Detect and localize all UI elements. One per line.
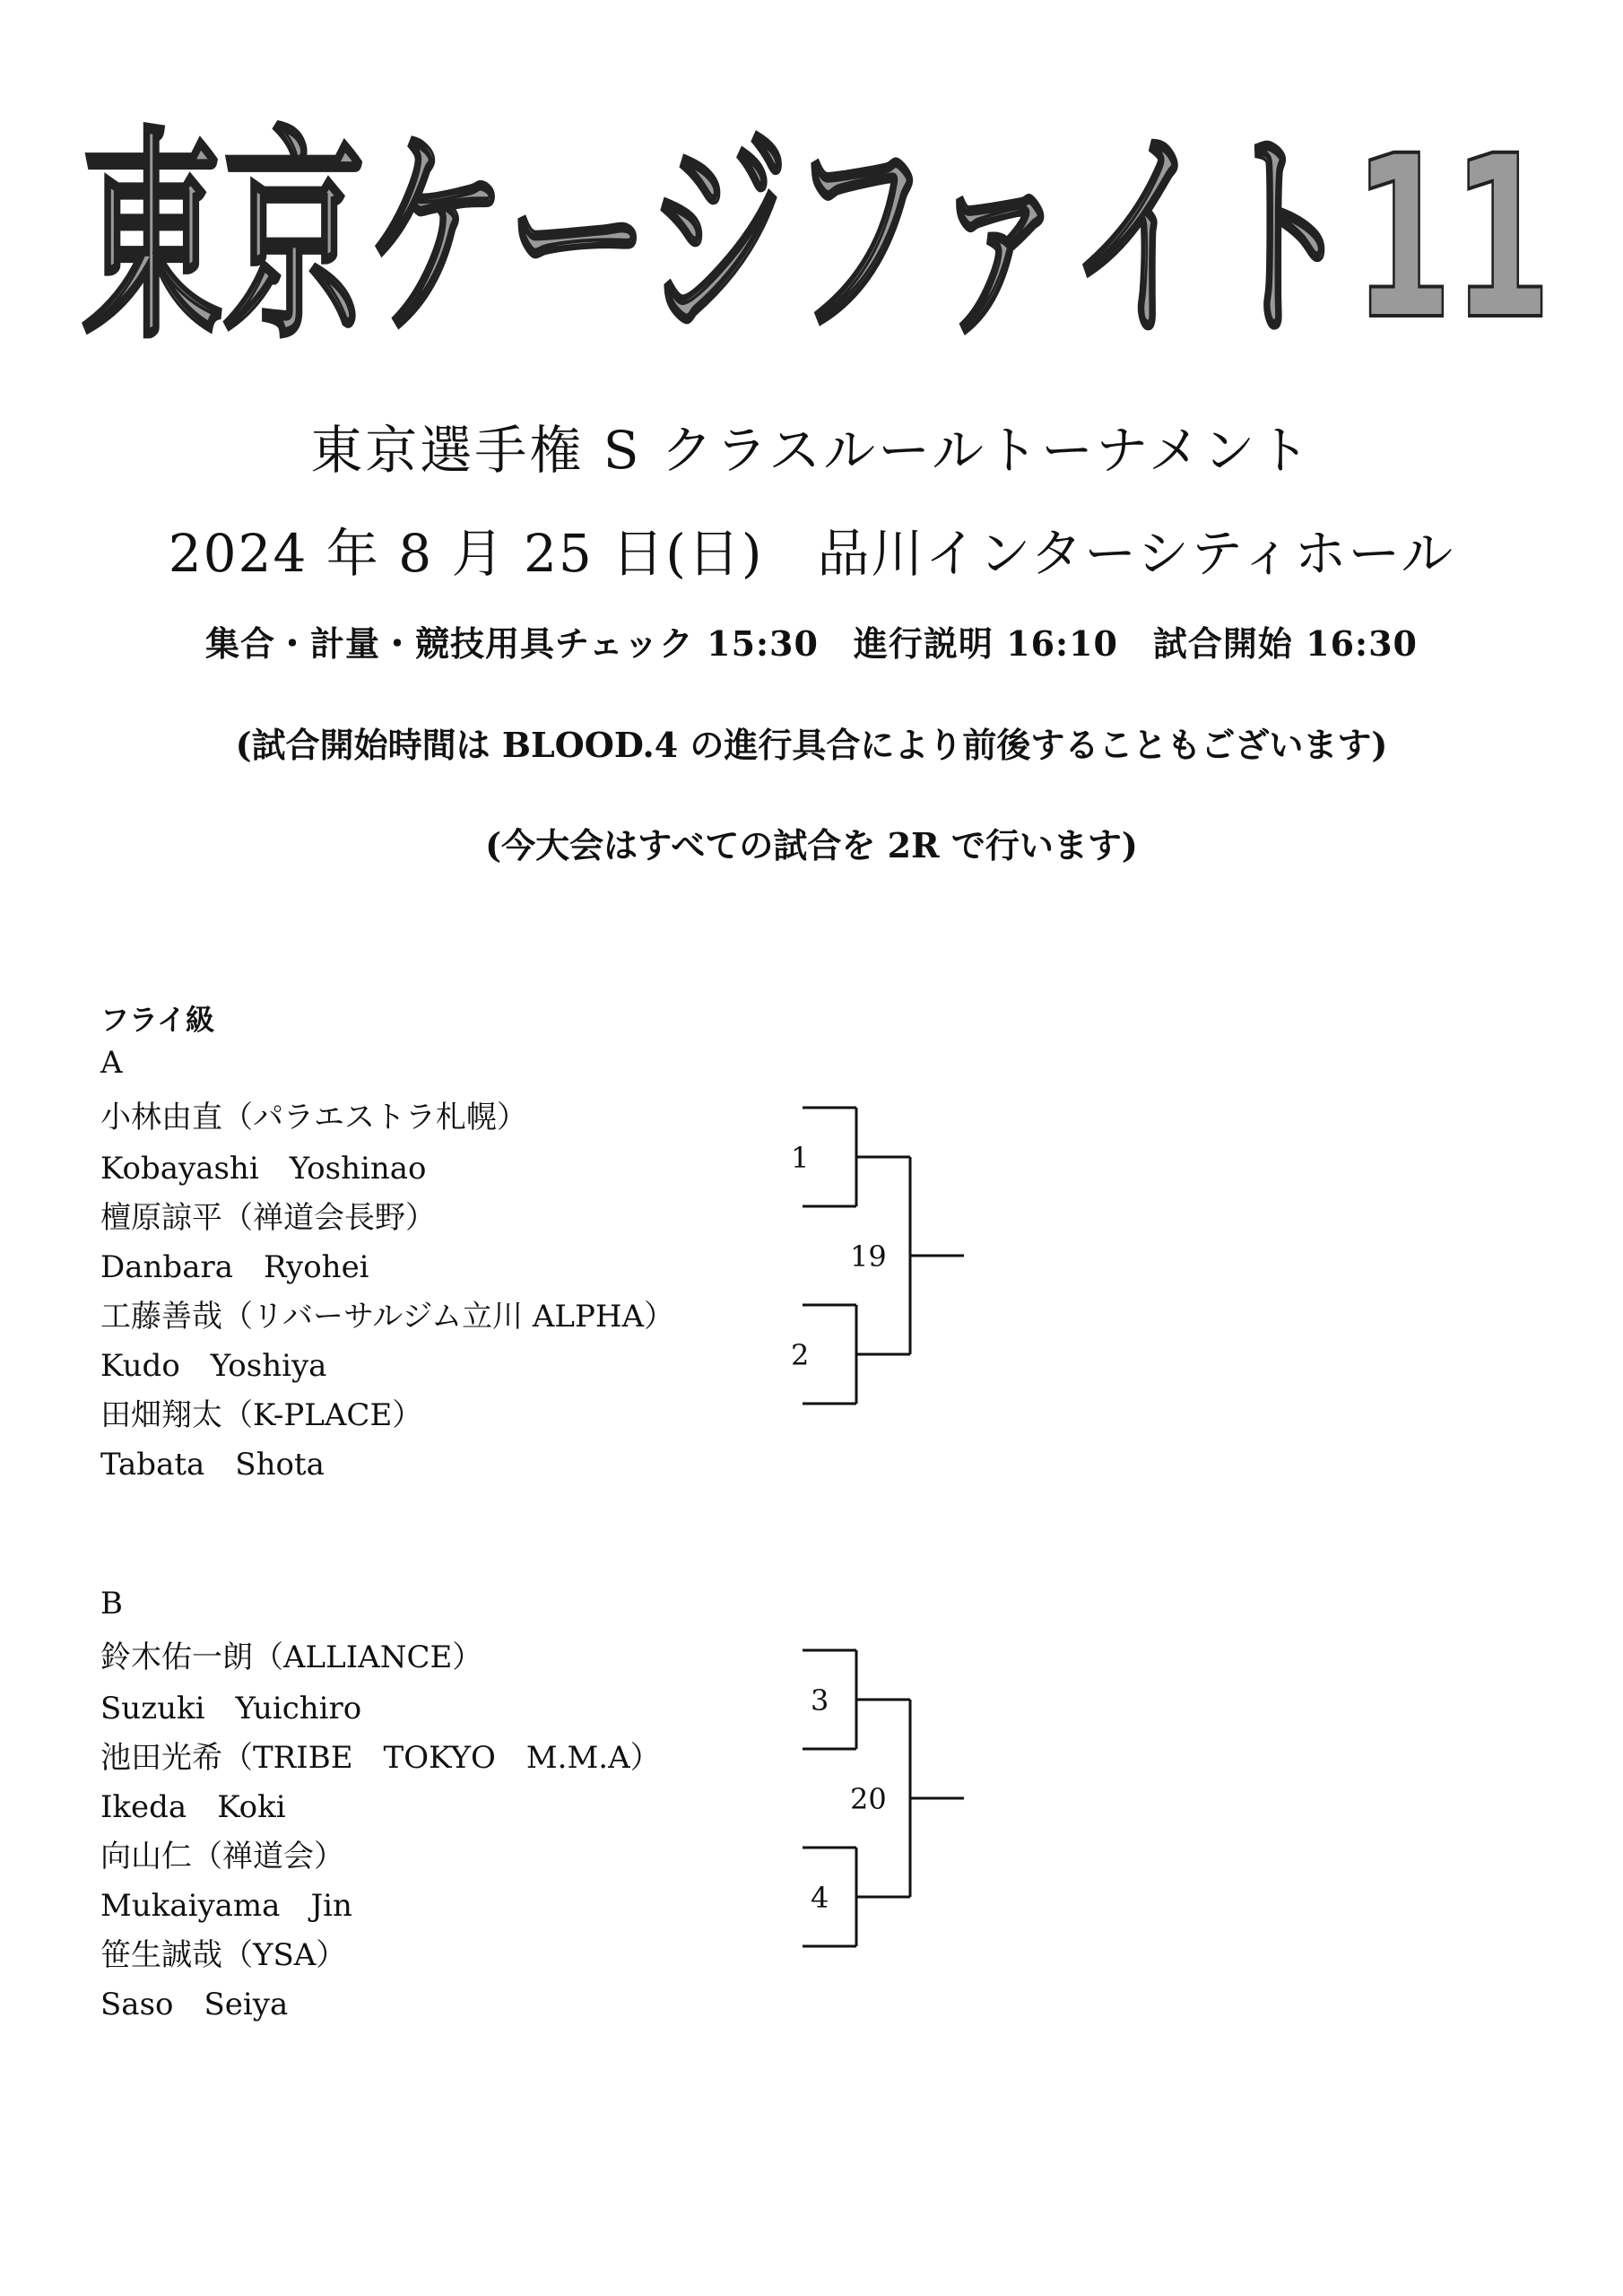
fighter-name-jp: 小林由直（パラエストラ札幌） [100, 1100, 527, 1135]
fighter-name-en: Mukaiyama Jin [100, 1888, 352, 1924]
tournament-subtitle: 東京選手権 S クラスルールトーナメント [310, 420, 1313, 481]
bout-number: 3 [811, 1683, 829, 1718]
fighter-name-en: Saso Seiya [100, 1987, 289, 2022]
fighter-name-en: Suzuki Yuichiro [100, 1691, 362, 1726]
fighter-name-jp: 田畑翔太（K-PLACE） [100, 1397, 423, 1433]
fighter-name-en: Kudo Yoshiya [100, 1348, 327, 1384]
fighter-name-jp: 池田光希（TRIBE TOKYO M.M.A） [100, 1740, 661, 1776]
start-time-note: (試合開始時間は BLOOD.4 の進行具合により前後することもございます) [235, 725, 1388, 765]
group-label: B [100, 1586, 123, 1622]
fighter-name-en: Danbara Ryohei [100, 1249, 369, 1285]
bracket-a-lines [803, 1108, 964, 1404]
event-date-venue: 2024 年 8 月 25 日(日) 品川インターシティホール [168, 523, 1455, 584]
weight-class-heading: フライ級 [100, 1003, 215, 1037]
fighter-name-en: Kobayashi Yoshinao [100, 1151, 427, 1187]
fighter-name-jp: 檀原諒平（禅道会長野） [100, 1200, 436, 1236]
fighter-name-jp: 工藤善哉（リバーサルジム立川 ALPHA） [100, 1299, 675, 1335]
fighter-name-jp: 鈴木佑一朗（ALLIANCE） [100, 1639, 483, 1675]
bracket-b-lines [803, 1650, 964, 1946]
group-label: A [100, 1045, 123, 1081]
fighter-name-en: Tabata Shota [100, 1447, 325, 1483]
bout-number: 4 [811, 1881, 829, 1915]
final-bout-number: 19 [850, 1239, 887, 1274]
final-bout-number: 20 [850, 1782, 887, 1816]
event-title-text: 東京ケージファイト11 [81, 108, 1551, 350]
fighter-name-en: Ikeda Koki [100, 1789, 286, 1825]
fighter-name-jp: 向山仁（禅道会） [100, 1839, 344, 1874]
fighter-name-jp: 笹生誠哉（YSA） [100, 1937, 347, 1973]
bout-number: 2 [791, 1338, 810, 1372]
event-schedule: 集合・計量・競技用具チェック 15:30 進行説明 16:10 試合開始 16:30 [205, 623, 1418, 664]
rounds-note: (今大会はすべての試合を 2R で行います) [485, 825, 1138, 865]
bout-number: 1 [791, 1141, 810, 1175]
event-title [81, 108, 1551, 350]
